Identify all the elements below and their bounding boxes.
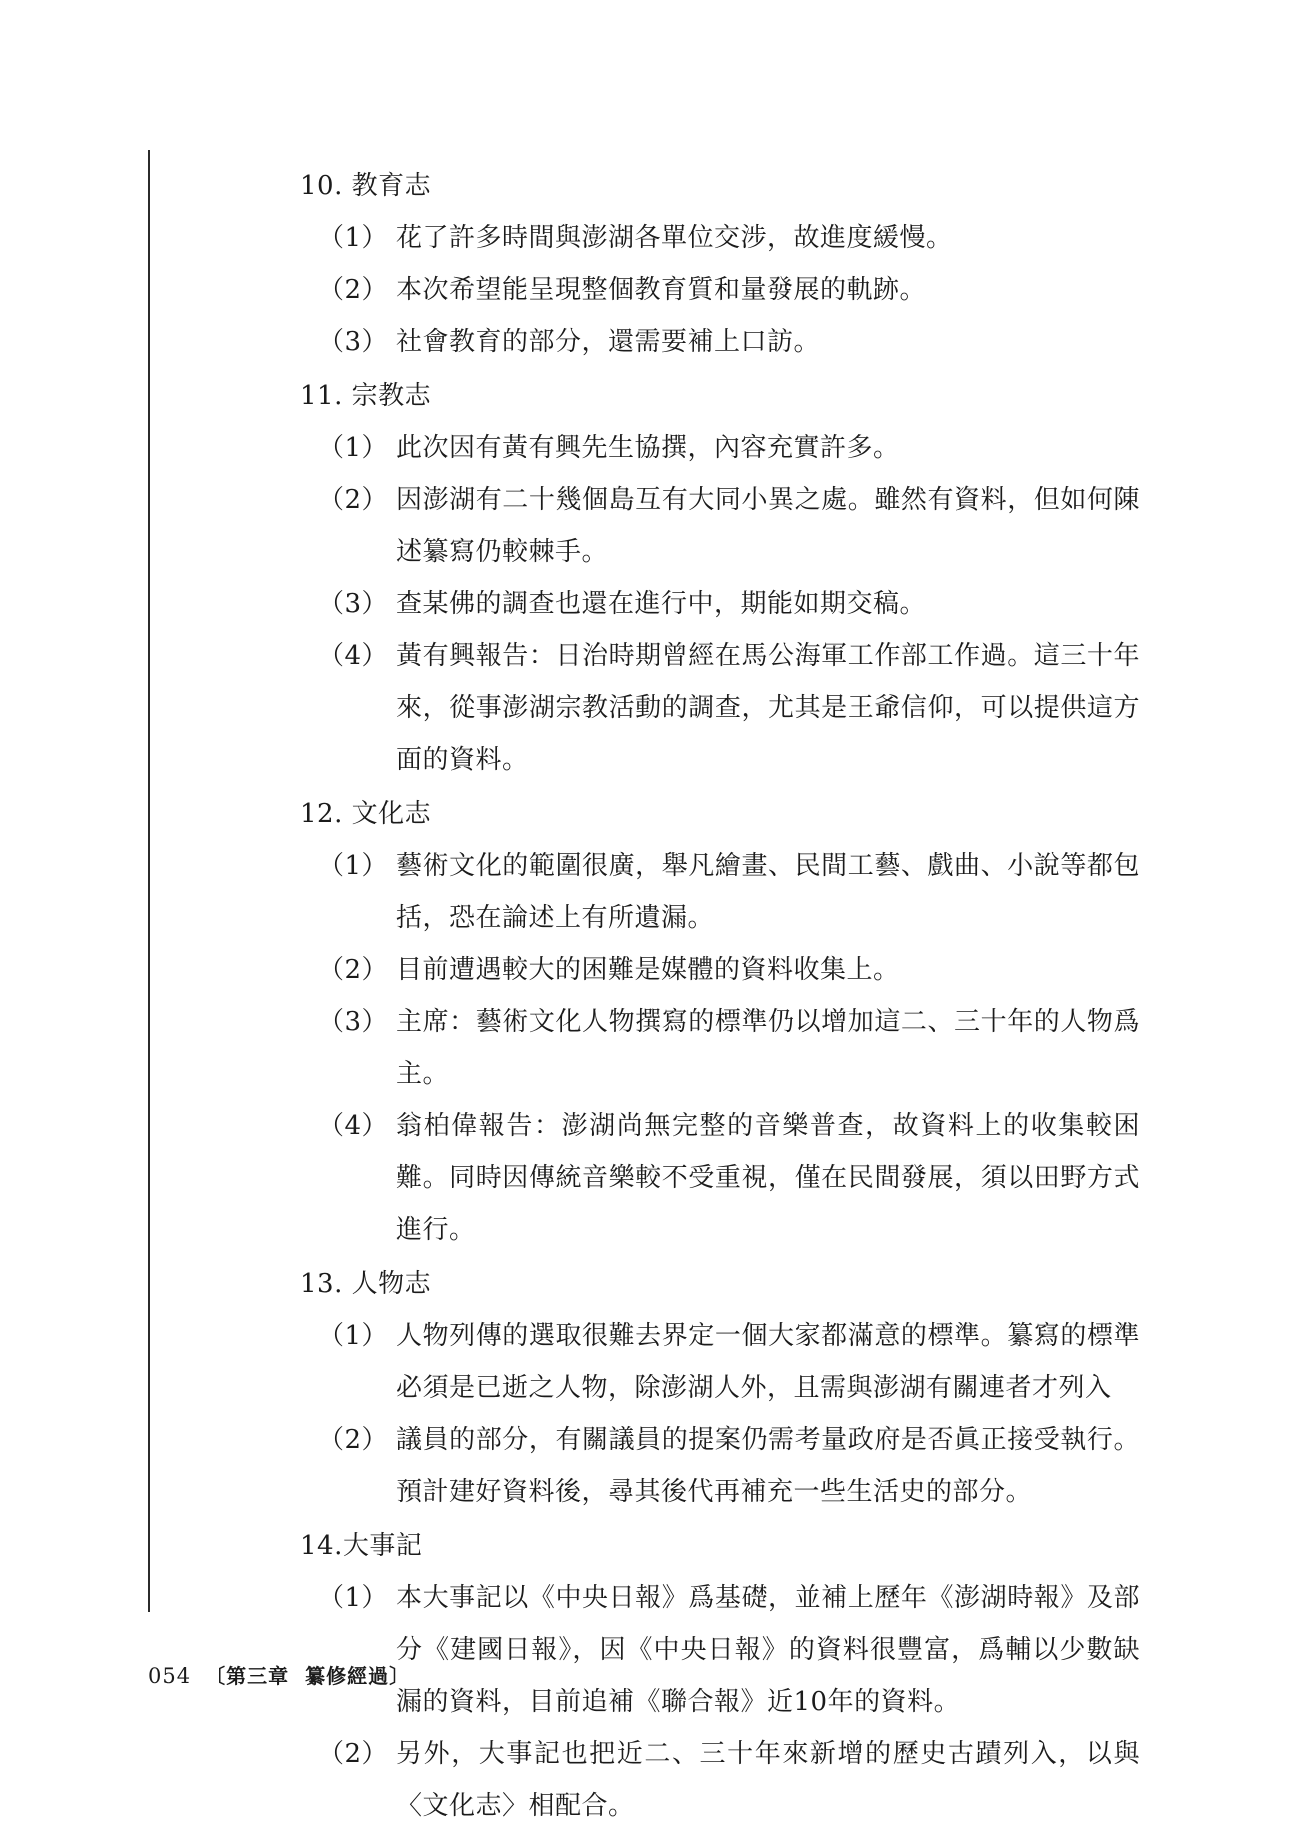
bracket-close: 〕 — [389, 1664, 411, 1688]
sub-item — [318, 630, 1140, 786]
sub-item-marker: （4） — [318, 1111, 389, 1141]
sub-item-marker: （1） — [318, 433, 389, 463]
sub-item — [318, 422, 1140, 474]
sub-item-text: 目前遭遇較大的困難是媒體的資料收集上。 — [396, 955, 900, 985]
sub-item — [318, 264, 1140, 316]
sub-item-text: 主席：藝術文化人物撰寫的標準仍以增加這二、三十年的人物爲主。 — [396, 1007, 1140, 1089]
sub-item-text: 黃有興報告：日治時期曾經在馬公海軍工作部工作過。這三十年來，從事澎湖宗教活動的調查，尤其是王爺信仰，可以提供這方面的資料。 — [396, 641, 1140, 775]
list-item-heading: 10. 教育志 — [300, 171, 432, 201]
sub-item-marker: （1） — [318, 223, 389, 253]
sub-item — [318, 996, 1140, 1100]
sub-item-text: 社會教育的部分，還需要補上口訪。 — [396, 327, 821, 357]
sub-item-text: 本次希望能呈現整個教育質和量發展的軌跡。 — [396, 275, 927, 305]
sub-item-text: 藝術文化的範圍很廣，舉凡繪畫、民間工藝、戲曲、小說等都包括，恐在論述上有所遺漏。 — [396, 851, 1140, 933]
sub-item — [318, 316, 1140, 368]
sub-item — [318, 840, 1140, 944]
sub-item-marker: （2） — [318, 955, 389, 985]
page-number: 054 — [148, 1664, 192, 1688]
page-footer — [148, 1660, 410, 1689]
list-item — [300, 1520, 1140, 1832]
sub-item-marker: （3） — [318, 589, 389, 619]
sub-item — [318, 474, 1140, 578]
sub-item-text: 此次因有黃有興先生協撰，內容充實許多。 — [396, 433, 900, 463]
list-item — [300, 788, 1140, 1256]
list-item — [300, 160, 1140, 368]
sub-item — [318, 1728, 1140, 1832]
sub-item — [318, 944, 1140, 996]
sub-item-text: 議員的部分，有關議員的提案仍需考量政府是否眞正接受執行。預計建好資料後，尋其後代再補充一些生活史的部分。 — [396, 1425, 1140, 1507]
sub-item-marker: （1） — [318, 851, 389, 881]
sub-item-marker: （2） — [318, 1739, 389, 1769]
sub-item-marker: （2） — [318, 1425, 389, 1455]
sub-item-text: 人物列傳的選取很難去界定一個大家都滿意的標準。纂寫的標準必須是已逝之人物，除澎湖人外，且需與澎湖有關連者才列入 — [396, 1321, 1140, 1403]
bracket-open: 〔 — [205, 1664, 227, 1688]
sub-item — [318, 578, 1140, 630]
list-item-heading: 11. 宗教志 — [300, 381, 432, 411]
list-item-heading: 12. 文化志 — [300, 799, 432, 829]
sub-item — [318, 1572, 1140, 1728]
sub-item — [318, 1414, 1140, 1518]
sub-item-text: 查某佛的調查也還在進行中，期能如期交稿。 — [396, 589, 927, 619]
sub-item-text: 花了許多時間與澎湖各單位交涉，故進度緩慢。 — [396, 223, 953, 253]
sub-item-marker: （4） — [318, 641, 389, 671]
sub-item-marker: （1） — [318, 1583, 389, 1613]
sub-item-marker: （3） — [318, 1007, 389, 1037]
list-item-heading: 14.大事記 — [300, 1531, 423, 1561]
sub-item — [318, 1100, 1140, 1256]
chapter-title: 纂修經過 — [305, 1664, 390, 1688]
left-margin-rule — [148, 150, 150, 1612]
list-item — [300, 1258, 1140, 1518]
list-item-heading: 13. 人物志 — [300, 1269, 432, 1299]
list-item — [300, 370, 1140, 786]
sub-item-text: 本大事記以《中央日報》爲基礎，並補上歷年《澎湖時報》及部分《建國日報》，因《中央日報》的資料很豐富，爲輔以少數缺漏的資料，目前追補《聯合報》近10年的資料。 — [396, 1583, 1140, 1717]
sub-item-text: 因澎湖有二十幾個島互有大同小異之處。雖然有資料，但如何陳述纂寫仍較棘手。 — [396, 485, 1140, 567]
chapter-breadcrumb — [205, 1660, 410, 1689]
sub-item-marker: （2） — [318, 275, 389, 305]
chapter-number: 第三章 — [226, 1664, 290, 1688]
sub-item-marker: （3） — [318, 327, 389, 357]
sub-item — [318, 212, 1140, 264]
sub-item-marker: （2） — [318, 485, 389, 515]
sub-item-marker: （1） — [318, 1321, 389, 1351]
sub-item-text: 翁柏偉報告：澎湖尚無完整的音樂普查，故資料上的收集較困難。同時因傳統音樂較不受重視，僅在民間發展，須以田野方式進行。 — [396, 1111, 1140, 1245]
sub-item — [318, 1310, 1140, 1414]
page-body — [300, 160, 1140, 1834]
sub-item-text: 另外，大事記也把近二、三十年來新增的歷史古蹟列入，以與〈文化志〉相配合。 — [396, 1739, 1140, 1821]
